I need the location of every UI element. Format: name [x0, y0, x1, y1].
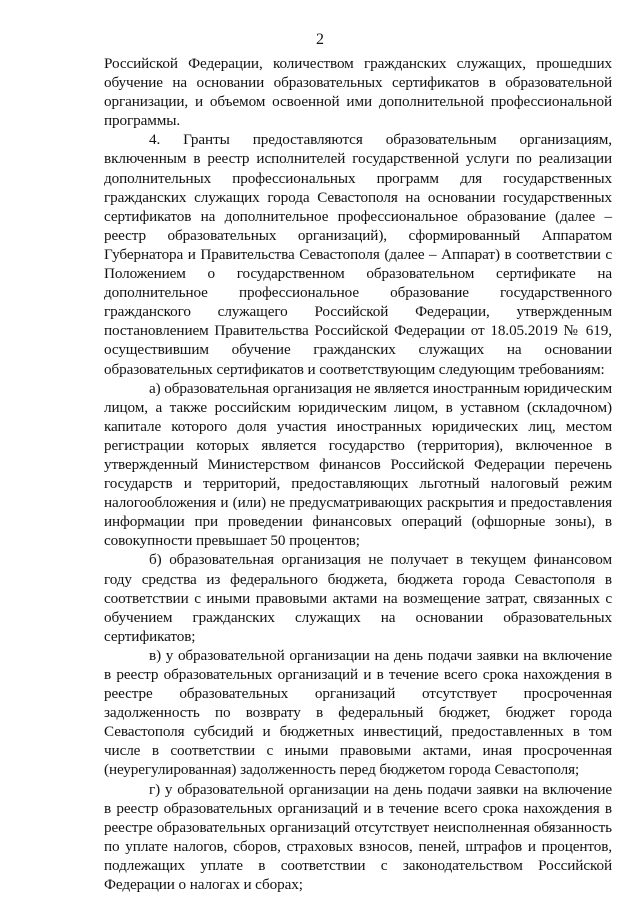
paragraph-item-4: 4. Гранты предоставляются образовательным организациям, включенным в реестр исполнителей государственной услуги по реализации дополнительных профессиональных программ для государственных гражданских служащих города Севастополя на основании государственных сертификатов на дополнительное профессиональное образование (далее – реестр образовательных организаций), сформированный Аппаратом Губернатора и Правительства Севастополя (далее – Аппарат) в соответствии с Положением о государственном образовательном сертификате на дополнительное профессиональное образование государственного гражданского служащего Российской Федерации, утвержденным постановлением Правительства Российской Федерации от 18.05.2019 № 619, осуществившим обучение гражданских служащих на основании образовательных сертификатов и соответствующим следующим требованиям: [104, 131, 612, 378]
paragraph-subitem-v: в) у образовательной организации на день подачи заявки на включение в реестр образовательных организаций и в течение всего срока нахождения в реестре образовательных организаций отсутствует просроченная задолженность по возврату в федеральный бюджет, бюджет города Севастополя субсидий и бюджетных инвестиций, предоставленных в том числе в соответствии с иными правовыми актами, иная просроченная (неурегулированная) задолженность перед бюджетом города Севастополя; [104, 646, 612, 779]
paragraph-subitem-b: б) образовательная организация не получает в текущем финансовом году средства из федерального бюджета, бюджета города Севастополя в соответствии с иными правовыми актами на возмещение затрат, связанных с обучением гражданских служащих на основании образовательных сертификатов; [104, 551, 612, 645]
paragraph-continuation: Российской Федерации, количеством гражданских служащих, прошедших обучение на основании образовательных сертификатов в образовательной организации, и объемом освоенной ими дополнительной профессиональной программы. [104, 55, 612, 130]
page-number: 2 [316, 31, 324, 48]
paragraph-subitem-a: а) образовательная организация не является иностранным юридическим лицом, а также российским юридическим лицом, в уставном (складочном) капитале которого доля участия иностранных юридических лиц, местом регистрации которых является государство (территория), включенное в утвержденный Министерством финансов Российской Федерации перечень государств и территорий, предоставляющих льготный налоговый режим налогообложения и (или) не предусматривающих раскрытия и предоставления информации при проведении финансовых операций (офшорные зоны), в совокупности превышает 50 процентов; [104, 379, 613, 550]
paragraph-subitem-g: г) у образовательной организации на день подачи заявки на включение в реестр образовательных организаций и в течение всего срока нахождения в реестре образовательных организаций отсутствует неисполненная обязанность по уплате налогов, сборов, страховых взносов, пеней, штрафов и процентов, подлежащих уплате в соответствии с законодательством Российской Федерации о налогах и сборах; [104, 780, 612, 894]
document-body [104, 54, 612, 894]
